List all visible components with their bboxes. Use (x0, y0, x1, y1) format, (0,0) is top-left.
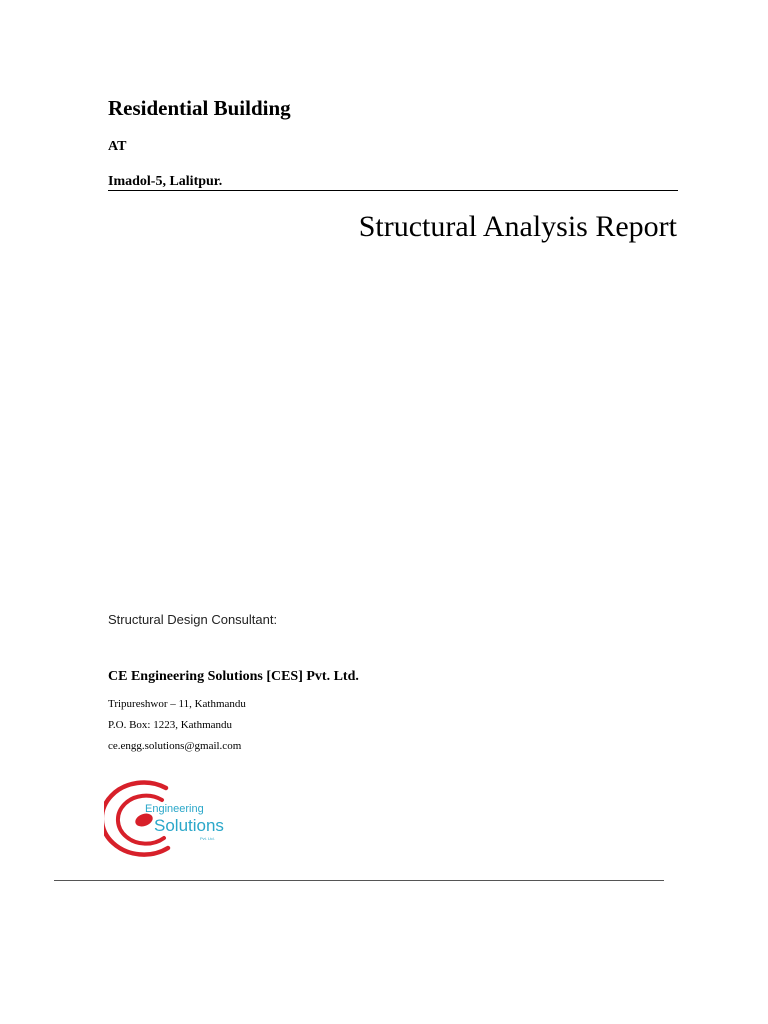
logo-text-solutions: Solutions (154, 816, 224, 835)
project-location: Imadol-5, Lalitpur. (108, 174, 223, 189)
report-title: Structural Analysis Report (358, 210, 677, 243)
header-divider (108, 190, 678, 191)
company-logo (104, 778, 234, 858)
logo-text-engineering: Engineering (145, 803, 204, 815)
company-name: CE Engineering Solutions [CES] Pvt. Ltd. (108, 669, 359, 684)
address-line-1: Tripureshwor – 11, Kathmandu (108, 698, 246, 710)
logo-text-tag: Pvt. Ltd. (200, 836, 215, 841)
email-address: ce.engg.solutions@gmail.com (108, 740, 242, 752)
footer-divider (54, 880, 664, 881)
at-label: AT (108, 139, 127, 154)
project-title: Residential Building (108, 96, 291, 120)
consultant-label: Structural Design Consultant: (108, 612, 278, 627)
address-line-2: P.O. Box: 1223, Kathmandu (108, 719, 233, 731)
